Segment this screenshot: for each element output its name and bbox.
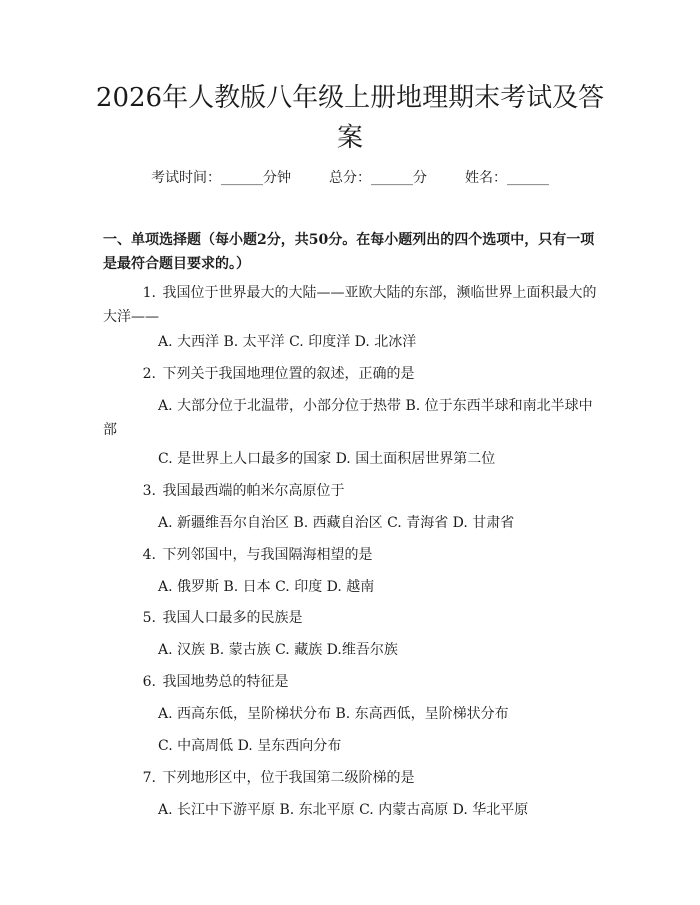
exam-score: 总分：______分: [329, 170, 427, 186]
question-3: 3. 我国最西端的帕米尔高原位于: [142, 483, 345, 499]
question-4-options: A. 俄罗斯 B. 日本 C. 印度 D. 越南: [158, 579, 375, 595]
question-7: 7. 下列地形区中，位于我国第二级阶梯的是: [142, 770, 415, 786]
question-5: 5. 我国人口最多的民族是: [142, 610, 303, 626]
section-heading: 一、单项选择题（每小题2分，共50分。在每小题列出的四个选项中，只有一项是最符合题目要求的。）: [103, 232, 595, 272]
student-name: 姓名：______: [465, 170, 549, 186]
question-2: 2. 下列关于我国地理位置的叙述，正确的是: [142, 366, 415, 382]
question-6: 6. 我国地势总的特征是: [142, 674, 289, 690]
exam-time: 考试时间：______分钟: [151, 170, 291, 186]
question-5-options: A. 汉族 B. 蒙古族 C. 藏族 D.维吾尔族: [158, 642, 398, 658]
question-7-options: A. 长江中下游平原 B. 东北平原 C. 内蒙古高原 D. 华北平原: [158, 802, 529, 818]
question-4: 4. 下列邻国中，与我国隔海相望的是: [142, 547, 373, 563]
exam-meta: [0, 168, 700, 188]
question-3-options: A. 新疆维吾尔自治区 B. 西藏自治区 C. 青海省 D. 甘肃省: [158, 515, 515, 531]
question-1: 1. 我国位于世界最大的大陆——亚欧大陆的东部，濒临世界上面积最大的大洋——: [103, 285, 597, 325]
page-title: 2026年人教版八年级上册地理期末考试及答案: [95, 83, 605, 153]
question-2-options-2: C. 是世界上人口最多的国家 D. 国土面积居世界第二位: [158, 451, 496, 467]
question-6-options-2: C. 中高周低 D. 呈东西向分布: [158, 738, 342, 754]
question-6-options: A. 西高东低，呈阶梯状分布 B. 东高西低，呈阶梯状分布: [158, 706, 509, 722]
question-2-options: A. 大部分位于北温带，小部分位于热带 B. 位于东西半球和南北半球中部: [103, 398, 593, 438]
question-1-options: A. 大西洋 B. 太平洋 C. 印度洋 D. 北冰洋: [158, 334, 417, 350]
